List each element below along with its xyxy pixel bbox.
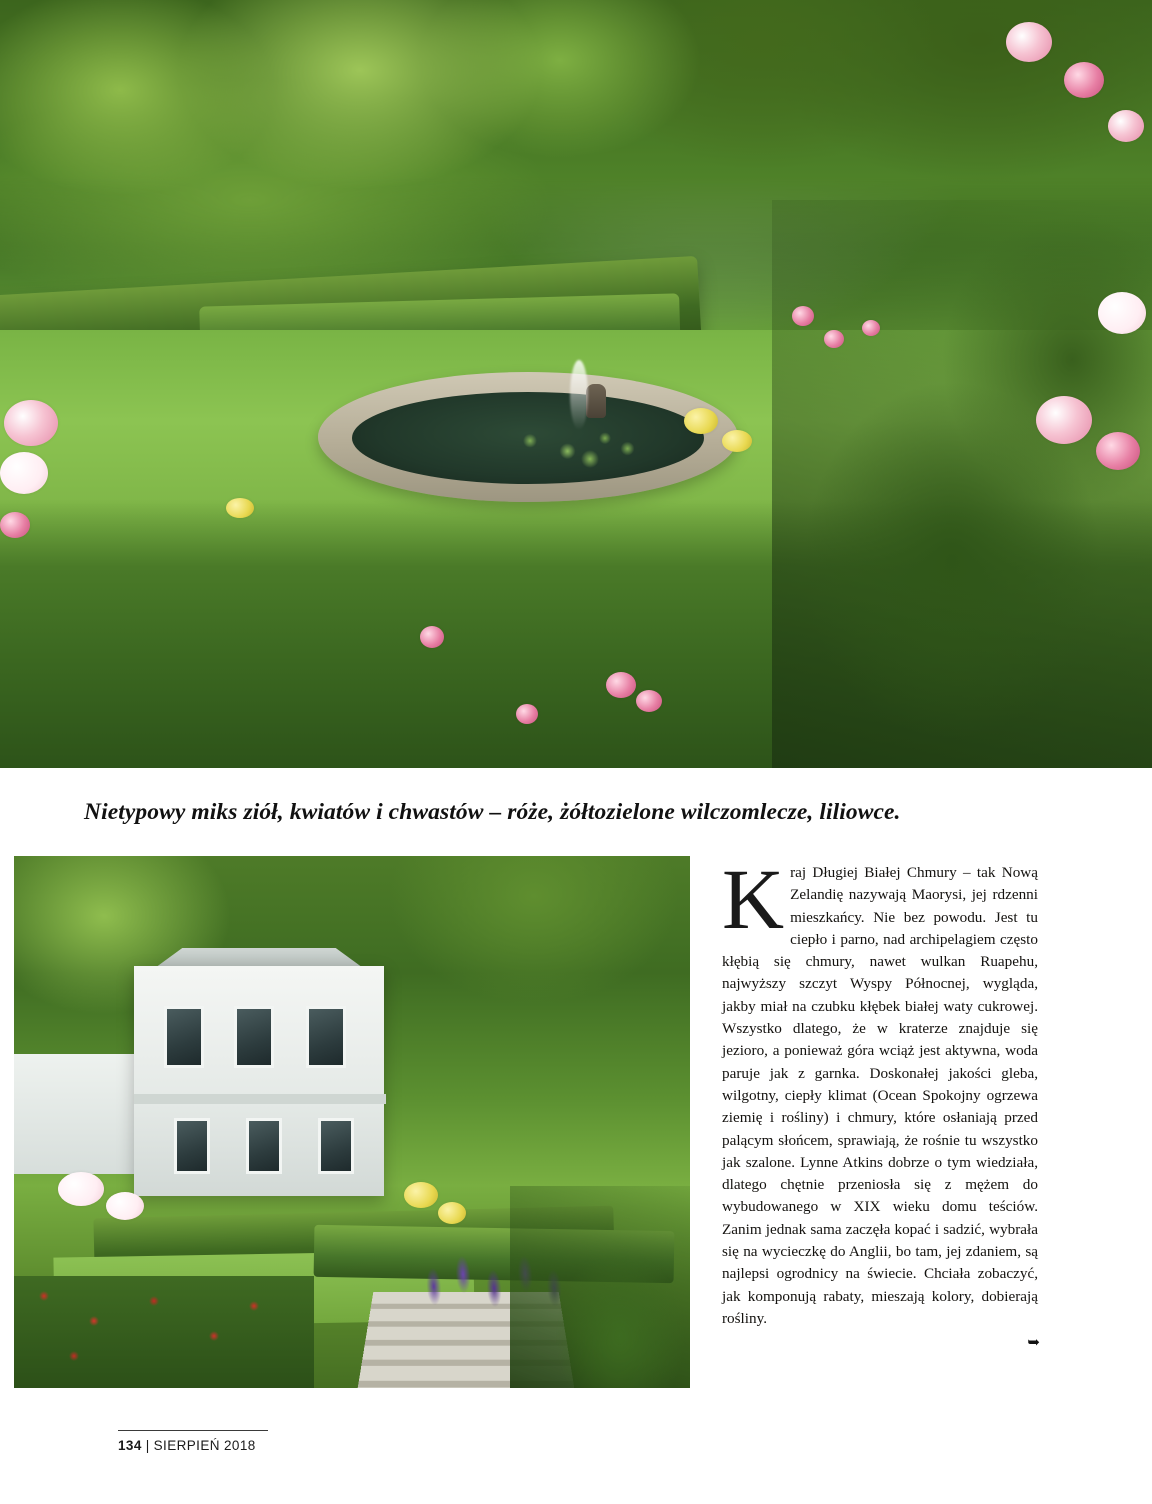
rose-blossom — [0, 452, 48, 494]
pullquote-container — [0, 768, 1152, 856]
house-side-wing — [14, 1054, 144, 1174]
folio-separator: | — [145, 1438, 150, 1453]
fountain-statue — [586, 384, 606, 418]
page-footer — [0, 1426, 1152, 1466]
house-window — [164, 1006, 204, 1068]
article-body: raj Długiej Białej Chmury – tak Nową Zelandię nazywają Maorysi, jej rdzenni mieszkańcy. Nie bez powodu. Jest tu ciepło i parno, nad archipelagiem często kłębią się chmury, nawet wulkan Ruapehu, najwyższy szczyt Wyspy Północnej, wygląda, jakby miał na czubku kłębek białej waty cukrowej. Wszystko dlatego, że w kraterze znajduje się jezioro, a ponieważ góra wciąż jest aktywna, woda paruje jak z garnka. Doskonałej jakości gleba, wilgotny, ciepły klimat (Ocean Spokojny ogrzewa ziemię i rośliny) i chmury, które osłaniają przed palącym słońcem, sprawiają, że rośnie tu wszystko jak szalone. Lynne Atkins dobrze o tym wiedziała, dlatego chętnie przeniosła się z mężem do wybudowanego w XIX wieku domu teściów. Zanim jednak sama zaczęła kopać i sadzić, wybrała się na wycieczkę do Anglii, bo tam, jej zdaniem, są najlepsi ogrodnicy na świecie. Chciała zobaczyć, jak komponują rabaty, mieszają kolory, dobierają rośliny. — [722, 864, 1038, 1327]
folio-number: 134 — [118, 1438, 142, 1453]
white-shrub-blossom — [106, 1192, 144, 1220]
continuation-arrow-icon: ➥ — [1027, 1335, 1038, 1352]
article-text-column — [722, 851, 1038, 1355]
rose-blossom — [4, 400, 58, 446]
footer-rule — [118, 1430, 268, 1431]
euphorbia-cluster — [226, 498, 254, 518]
red-flower-bed — [14, 1276, 314, 1388]
rose-blossom — [1006, 22, 1052, 62]
house-veranda — [134, 1094, 386, 1104]
house-window — [234, 1006, 274, 1068]
white-shrub-blossom — [58, 1172, 104, 1206]
yellow-flower-cluster — [438, 1202, 466, 1224]
rose-blossom — [1096, 432, 1140, 470]
drop-cap: K — [722, 851, 785, 947]
rose-blossom — [1108, 110, 1144, 142]
flower-cluster — [636, 690, 662, 712]
yellow-flower-cluster — [404, 1182, 438, 1208]
house-window — [306, 1006, 346, 1068]
folio-issue: SIERPIEŃ 2018 — [153, 1438, 256, 1453]
euphorbia-cluster — [722, 430, 752, 452]
flower-cluster — [606, 672, 636, 698]
shrub-mass-right — [772, 200, 1152, 768]
euphorbia-cluster — [684, 408, 718, 434]
fountain-jet — [570, 360, 588, 430]
flower-spire — [792, 306, 814, 326]
rose-blossom — [1064, 62, 1104, 98]
flax-clump — [510, 1186, 690, 1388]
rose-blossom — [0, 512, 30, 538]
rose-blossom — [1098, 292, 1146, 334]
secondary-photo — [14, 856, 690, 1388]
rose-blossom — [1036, 396, 1092, 444]
house-window-lower — [246, 1118, 282, 1174]
flower-spire — [862, 320, 880, 336]
house-window-lower — [318, 1118, 354, 1174]
house-window-lower — [174, 1118, 210, 1174]
folio — [118, 1438, 256, 1453]
pullquote-text: Nietypowy miks ziół, kwiatów i chwastów – róże, żółtozielone wilczomlecze, liliowce. — [84, 798, 901, 825]
flower-cluster — [420, 626, 444, 648]
flower-cluster — [516, 704, 538, 724]
flower-spire — [824, 330, 844, 348]
